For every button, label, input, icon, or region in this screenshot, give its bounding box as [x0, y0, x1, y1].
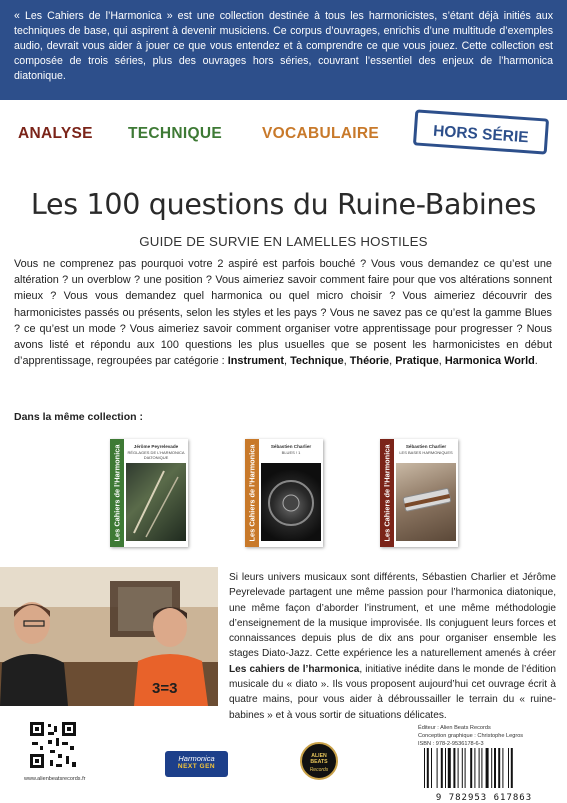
collection-name: Les cahiers de l’harmonica	[229, 663, 360, 675]
barcode-bar	[470, 748, 472, 788]
barcode-bar	[511, 748, 513, 788]
barcode-bar	[474, 748, 475, 788]
separator: ,	[438, 355, 445, 368]
book-spine	[245, 439, 259, 547]
collection-label: Dans la même collection :	[14, 411, 143, 423]
book-author: Jérôme Peyrelevade	[133, 444, 179, 449]
barcode-bars	[418, 748, 550, 788]
category-technique: Technique	[290, 355, 344, 368]
barcode-bar	[479, 748, 480, 788]
book-cover-image	[261, 463, 321, 541]
book-cover-bases-harmoniques	[380, 439, 458, 547]
authors-bio	[229, 570, 556, 723]
qr-code-icon	[28, 720, 78, 770]
description-text: Vous ne comprenez pas pourquoi votre 2 aspiré est parfois bouché ? Vous vous demandez ce qu’est une altération ? un overblow ? une position ? Vous aimeriez savoir comment faire pour que vos altérations sonnent mieux ? Vous vous demandez quel harmonica ou quel micro choisir ? Vous aimeriez découvrir des harmonicistes passés ou présents, selon les styles et les pays ? Vous ne savez pas ce qu’est la gamme Blues ? ce qu’est un mode ? Vous aimeriez savoir comment organiser votre apprentissage pour progresser ? Nous avons listé et répondu aux 100 questions les plus usuelles que se posent les harmonicistes en début d’apprentissage, regroupées par catégorie :	[14, 258, 552, 368]
barcode-bar	[462, 748, 463, 788]
barcode-bar	[481, 748, 482, 788]
book-author: Sébastien Charlier	[405, 444, 447, 449]
book-title: Les 100 questions du Ruine-Babines	[30, 188, 537, 221]
barcode-bar	[494, 748, 496, 788]
barcode-bar	[491, 748, 492, 788]
separator: .	[534, 355, 538, 368]
barcode-bar	[427, 748, 429, 788]
book-cover-reglages	[110, 439, 188, 547]
barcode-bar	[431, 748, 432, 788]
book-cover-image	[126, 463, 186, 541]
tools-image	[126, 463, 186, 541]
authors-photo	[0, 567, 218, 706]
harmonica-next-gen-logo	[165, 751, 228, 777]
harmonica-image	[396, 463, 456, 541]
hors-serie-stamp: HORS SÉRIE	[413, 109, 549, 154]
separator: ,	[284, 355, 291, 368]
spine-label: Les Cahiers de l’Harmonica	[112, 444, 122, 542]
alien-beats-logo	[300, 742, 338, 780]
series-analyse: ANALYSE	[18, 125, 93, 142]
logo-line-1: ALIEN BEATS	[310, 753, 328, 765]
barcode-bar	[424, 748, 425, 788]
series-technique: TECHNIQUE	[128, 125, 222, 142]
barcode-bar	[502, 748, 503, 788]
barcode-bar	[486, 748, 489, 788]
book-description	[14, 256, 552, 369]
spine-label: Les Cahiers de l’Harmonica	[247, 444, 257, 542]
intro-text: « Les Cahiers de l’Harmonica » est une collection destinée à tous les harmonicistes, s’étant déjà initiés aux techniques de base, qui aspirent à devenir musiciens. Ce corpus d’ouvrages, enrichis d’une multitude d’exemples audio, devrait vous aider à jouer ce que vous entendez et à comprendre ce que vous jouez. Cette collection est composée de trois séries, plus des ouvrages hors séries, couvrant l’essentiel des enjeux de l’harmonica diatonique.	[14, 10, 553, 82]
book-cover-title: BLUES ! 1	[281, 450, 301, 455]
barcode-bar	[498, 748, 500, 788]
barcode-bar	[448, 748, 451, 788]
barcode-bar	[458, 748, 459, 788]
barcode-bar	[508, 748, 509, 788]
authors-photo-illustration	[0, 567, 218, 706]
credit-design: Conception graphique : Christophe Legros	[418, 733, 524, 739]
shirt-print: 3=3	[152, 680, 178, 697]
category-pratique: Pratique	[395, 355, 439, 368]
book-author: Sébastien Charlier	[270, 444, 312, 449]
logo-line-2: Records	[309, 767, 329, 773]
credit-publisher: Éditeur : Alien Beats Records	[418, 725, 491, 731]
publisher-credits	[418, 724, 523, 748]
bio-text-continued: , initiative inédite dans le monde de l’édition musicale du « diato ». Ils vous proposent aujourd’hui cet ouvrage écrit à quatre mains, pour vous aider à débroussailler le terrain du « ruine-babines » et à vous sortir de situations délicates.	[229, 663, 556, 721]
bio-text: Si leurs univers musicaux sont différents, Sébastien Charlier et Jérôme Peyrelevade partagent une même passion pour l’harmonica diatonique, une même façon d’aborder l’instrument, et une même méthodologie d’enseignement de la musique improvisée. Ils conjuguent leurs forces et connaissances depuis plus de dix ans pour organiser ensemble les stages Diato-Jazz. Cette expérience les a naturellement amenés à créer	[229, 572, 556, 660]
intro-banner	[0, 0, 567, 100]
book-cover-blues	[245, 439, 323, 547]
book-spine	[380, 439, 394, 547]
website-url[interactable]: www.alienbeatsrecords.fr	[24, 776, 86, 782]
logo-line-1: Harmonica	[178, 754, 215, 763]
barcode-bar	[453, 748, 455, 788]
category-harmonica-world: Harmonica World	[444, 355, 535, 368]
barcode-bar	[465, 748, 466, 788]
separator: ,	[343, 355, 350, 368]
barcode	[418, 748, 550, 803]
category-instrument: Instrument	[227, 355, 284, 368]
barcode-bar	[441, 748, 443, 788]
series-vocabulaire: VOCABULAIRE	[262, 125, 379, 142]
book-cover-image	[396, 463, 456, 541]
spine-label: Les Cahiers de l’Harmonica	[382, 444, 392, 542]
category-theorie: Théorie	[349, 355, 390, 368]
barcode-digits: 9 782953 617863	[435, 793, 533, 803]
barcode-bar	[437, 748, 438, 788]
speaker-image	[261, 463, 321, 541]
isbn: ISBN : 978-2-9536178-6-3	[418, 741, 484, 747]
separator: ,	[389, 355, 396, 368]
logo-line-2: NEXT GEN	[177, 763, 216, 770]
book-cover-title: RÉGLAGES DE L’HARMONICA DIATONIQUE	[127, 450, 185, 460]
book-subtitle: GUIDE DE SURVIE EN LAMELLES HOSTILES	[139, 234, 428, 249]
qr-code	[28, 720, 78, 770]
barcode-bar	[445, 748, 446, 788]
book-spine	[110, 439, 124, 547]
book-cover-title: LES BASES HARMONIQUES	[399, 450, 453, 455]
